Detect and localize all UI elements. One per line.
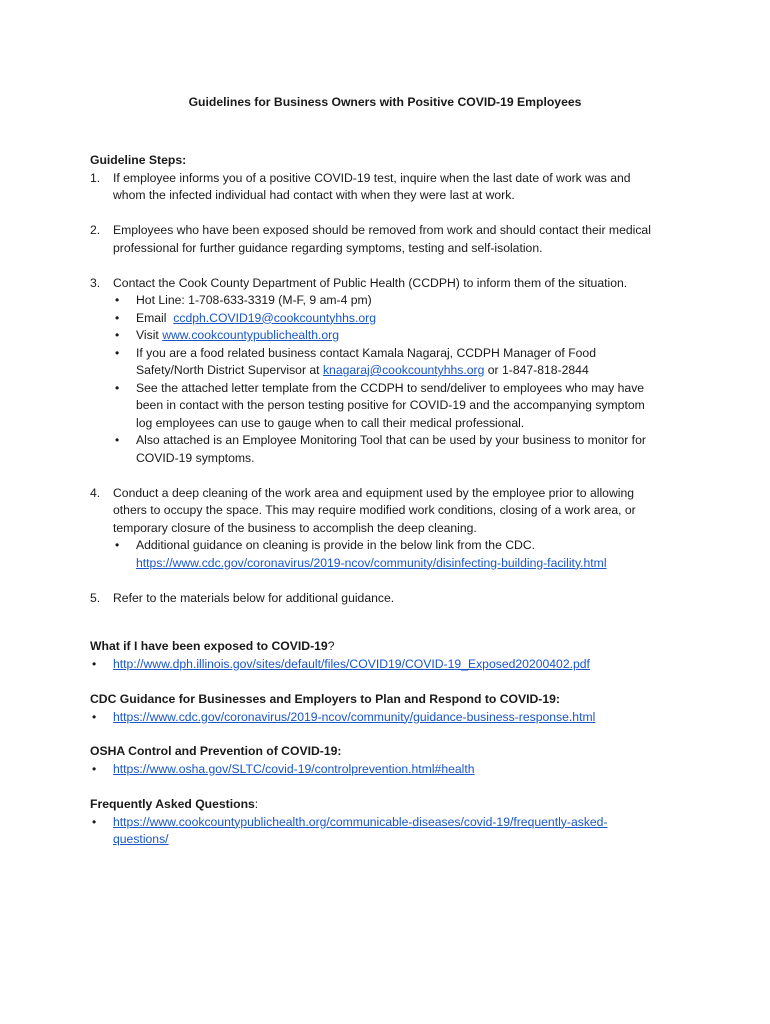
visit-label: Visit	[136, 328, 159, 342]
step-text	[113, 590, 690, 608]
step-2	[90, 222, 690, 257]
cdc-section	[90, 691, 690, 726]
hotline-text: Hot Line: 1-708-633-3319 (M-F, 9 am-4 pm)	[136, 293, 372, 307]
email-link[interactable]: ccdph.COVID19@cookcountyhhs.org	[173, 310, 377, 325]
bullet-icon: •	[92, 709, 97, 724]
bullet-icon: •	[115, 328, 120, 342]
section-heading: CDC Guidance for Businesses and Employers to Plan and Respond to COVID-19:	[90, 692, 560, 706]
bullet-icon: •	[115, 538, 120, 552]
step-text	[113, 275, 690, 468]
letter-line: log employees can use to gauge when to call their medical professional.	[136, 415, 525, 430]
step-line: whom the infected individual had contact with when they were last at work.	[113, 188, 515, 202]
list-item-letter	[113, 380, 690, 433]
steps-heading: Guideline Steps:	[90, 153, 187, 167]
bullet-icon: •	[92, 814, 97, 829]
email-label: Email	[136, 310, 167, 325]
list-item	[90, 761, 690, 779]
step-number: 3.	[90, 275, 101, 290]
section-heading	[90, 796, 690, 814]
bullet-icon: •	[115, 433, 120, 447]
exposed-section	[90, 638, 690, 673]
cleaning-line: Additional guidance on cleaning is provide in the below link from the CDC.	[136, 538, 536, 552]
list-item	[90, 656, 690, 674]
step-text	[113, 222, 690, 257]
exposed-link[interactable]: http://www.dph.illinois.gov/sites/default/files/COVID19/COVID-19_Exposed20200402.pdf	[113, 656, 590, 671]
tool-line: Also attached is an Employee Monitoring Tool that can be used by your business to monitor for	[136, 433, 646, 447]
osha-section	[90, 743, 690, 778]
food-text: Safety/North District Supervisor at	[136, 363, 320, 377]
list-item-cleaning	[113, 537, 690, 572]
step-line: Contact the Cook County Department of Public Health (CCDPH) to inform them of the situation.	[113, 275, 628, 290]
phone-text: or 1-847-818-2844	[487, 363, 589, 377]
step-line: Refer to the materials below for additional guidance.	[113, 590, 395, 605]
letter-line: been in contact with the person testing positive for COVID-19 and the accompanying symptom	[136, 398, 645, 412]
step-number: 5.	[90, 590, 101, 605]
heading-suffix: ?	[327, 639, 335, 653]
step-line: Employees who have been exposed should be removed from work and should contact their medical	[113, 223, 651, 237]
step-1	[90, 170, 690, 205]
bullet-icon: •	[92, 656, 97, 671]
step-5	[90, 590, 690, 608]
step-line: temporary closure of the business to accomplish the deep cleaning.	[113, 520, 477, 535]
heading-text: Frequently Asked Questions	[90, 797, 255, 811]
step-number: 4.	[90, 485, 101, 500]
bullet-icon: •	[115, 310, 120, 325]
heading-suffix: :	[254, 797, 259, 811]
step-line: professional for further guidance regarding symptoms, testing and self-isolation.	[113, 240, 543, 255]
list-item-tool	[113, 432, 690, 467]
tool-line: COVID-19 symptoms.	[136, 450, 255, 465]
food-line	[136, 362, 690, 380]
step-3	[90, 275, 690, 468]
faq-link-continued[interactable]: questions/	[113, 832, 169, 846]
faq-link[interactable]: https://www.cookcountypublichealth.org/communicable-diseases/covid-19/frequently-asked-	[113, 814, 608, 829]
step-number: 2.	[90, 223, 101, 237]
bullet-icon: •	[115, 293, 120, 307]
guideline-steps	[90, 152, 690, 607]
list-item-hotline	[113, 292, 690, 310]
website-link[interactable]: www.cookcountypublichealth.org	[162, 328, 340, 342]
step-line: If employee informs you of a positive COVID-19 test, inquire when the last date of work was and	[113, 170, 631, 185]
section-heading: OSHA Control and Prevention of COVID-19:	[90, 744, 342, 758]
list-item	[90, 814, 690, 849]
step-text	[113, 170, 690, 205]
step-text	[113, 485, 690, 573]
list-item-food	[113, 345, 690, 380]
document-title: Guidelines for Business Owners with Positive COVID-19 Employees	[188, 95, 582, 109]
faq-section	[90, 796, 690, 849]
food-line: If you are a food related business contact Kamala Nagaraj, CCDPH Manager of Food	[136, 345, 596, 360]
osha-link[interactable]: https://www.osha.gov/SLTC/covid-19/controlprevention.html#health	[113, 761, 475, 776]
heading-text: What if I have been exposed to COVID-19	[90, 639, 328, 653]
section-heading	[90, 638, 690, 656]
list-item-email	[113, 310, 690, 328]
step-number: 1.	[90, 170, 101, 185]
supervisor-email-link[interactable]: knagaraj@cookcountyhhs.org	[322, 363, 485, 377]
step-4	[90, 485, 690, 573]
cdc-guidance-link[interactable]: https://www.cdc.gov/coronavirus/2019-ncov/community/guidance-business-response.html	[113, 709, 596, 724]
bullet-icon: •	[115, 380, 120, 395]
step-line: others to occupy the space. This may require modified work conditions, closing of a work area, or	[113, 503, 636, 517]
bullet-icon: •	[115, 345, 120, 360]
step-line: Conduct a deep cleaning of the work area and equipment used by the employee prior to allowing	[113, 485, 635, 500]
list-item-visit	[113, 327, 690, 345]
cdc-cleaning-link[interactable]: https://www.cdc.gov/coronavirus/2019-ncov/community/disinfecting-building-facility.html	[136, 555, 607, 570]
letter-line: See the attached letter template from the CCDPH to send/deliver to employees who may have	[136, 380, 645, 395]
list-item	[90, 709, 690, 727]
bullet-icon: •	[92, 761, 97, 776]
